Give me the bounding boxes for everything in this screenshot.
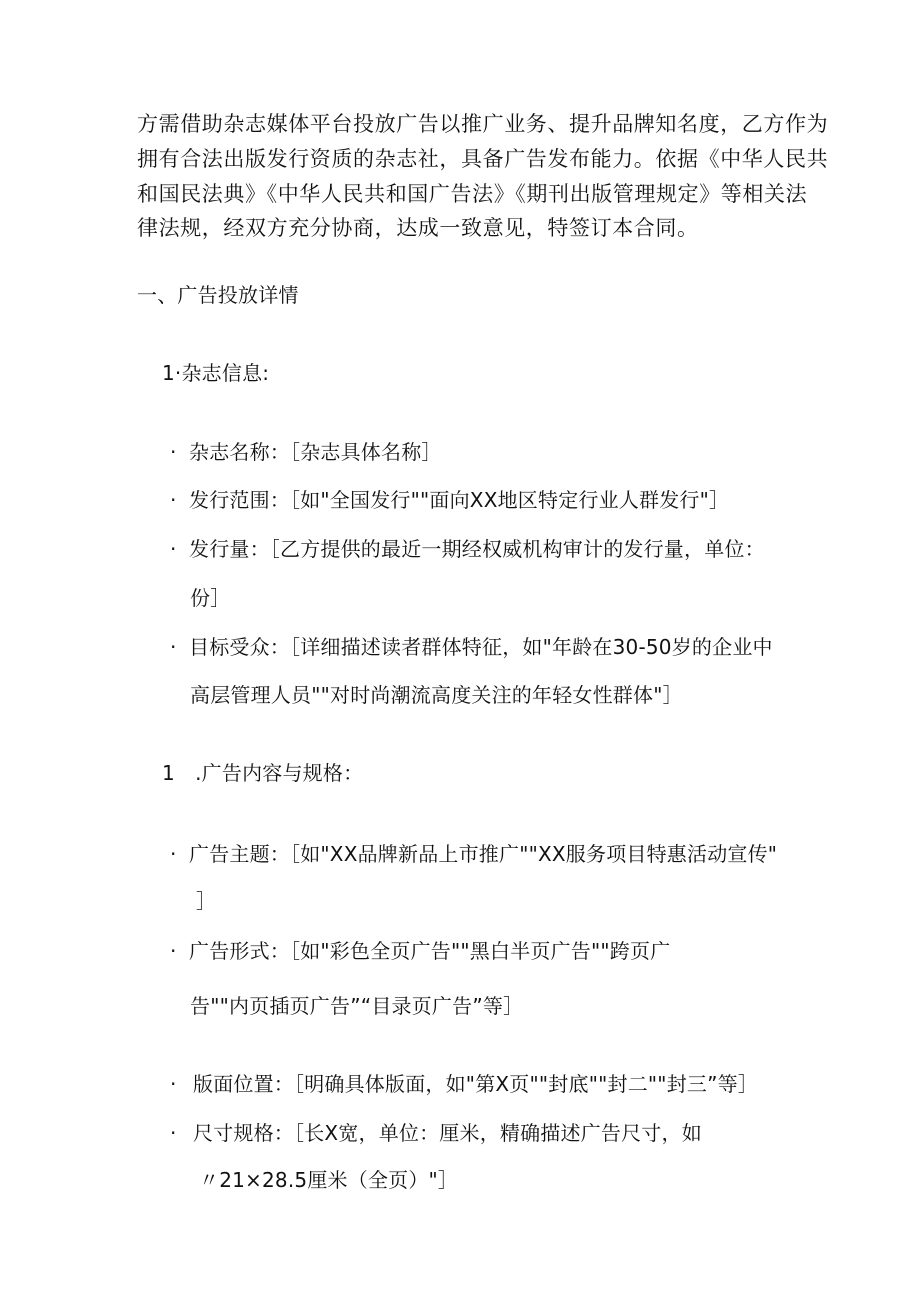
bullet-mark: · (170, 939, 177, 963)
item-target-audience-line-1: 目标受众：［详细描述读者群体特征，如"年龄在30-50岁的企业中 (189, 635, 773, 659)
item-ad-format-line-2: 告""内页插页广告”“目录页广告”等］ (190, 994, 524, 1018)
bullet-mark: · (170, 1121, 177, 1145)
item-ad-size-line-2: 〃21×28.5厘米（全页）"］ (199, 1168, 459, 1192)
subsection-heading-ad-content: 1 .广告内容与规格： (162, 761, 364, 785)
item-ad-format-line-1: 广告形式：［如"彩色全页广告""黑白半页广告""跨页广 (189, 939, 671, 963)
item-magazine-name: 杂志名称：［杂志具体名称］ (189, 440, 442, 464)
bullet-mark: · (170, 537, 177, 561)
intro-line-4: 律法规，经双方充分协商，达成一致意见，特签订本合同。 (137, 216, 699, 240)
item-target-audience-line-2: 高层管理人员""对时尚潮流高度关注的年轻女性群体"］ (190, 683, 683, 707)
bullet-mark: · (170, 1072, 177, 1096)
item-ad-theme-line-1: 广告主题：［如"XX品牌新品上市推广""XX服务项目特惠活动宣传" (189, 842, 778, 866)
item-ad-position: 版面位置：［明确具体版面，如"第X页""封底""封二""封三”等］ (193, 1072, 759, 1096)
subsection-heading-magazine-info: 1·杂志信息: (162, 361, 270, 385)
section-heading: 一、广告投放详情 (137, 283, 299, 307)
intro-line-2: 拥有合法出版发行资质的杂志社，具备广告发布能力。依据《中华人民共 (137, 147, 829, 171)
bullet-mark: · (170, 635, 177, 659)
item-distribution-scope: 发行范围：［如"全国发行""面向XX地区特定行业人群发行"］ (189, 488, 730, 512)
bullet-mark: · (170, 488, 177, 512)
intro-line-3: 和国民法典》《中华人民共和国广告法》《期刊出版管理规定》等相关法 (137, 182, 808, 206)
item-ad-theme-line-2: ］ (196, 889, 217, 913)
item-ad-size-line-1: 尺寸规格：［长X宽，单位：厘米，精确描述广告尺寸，如 (193, 1121, 702, 1145)
bullet-mark: · (170, 440, 177, 464)
item-circulation-line-1: 发行量：［乙方提供的最近一期经权威机构审计的发行量，单位： (189, 537, 765, 561)
bullet-mark: · (170, 842, 177, 866)
item-circulation-line-2: 份］ (190, 586, 231, 610)
intro-line-1: 方需借助杂志媒体平台投放广告以推广业务、提升品牌知名度，乙方作为 (137, 112, 829, 136)
